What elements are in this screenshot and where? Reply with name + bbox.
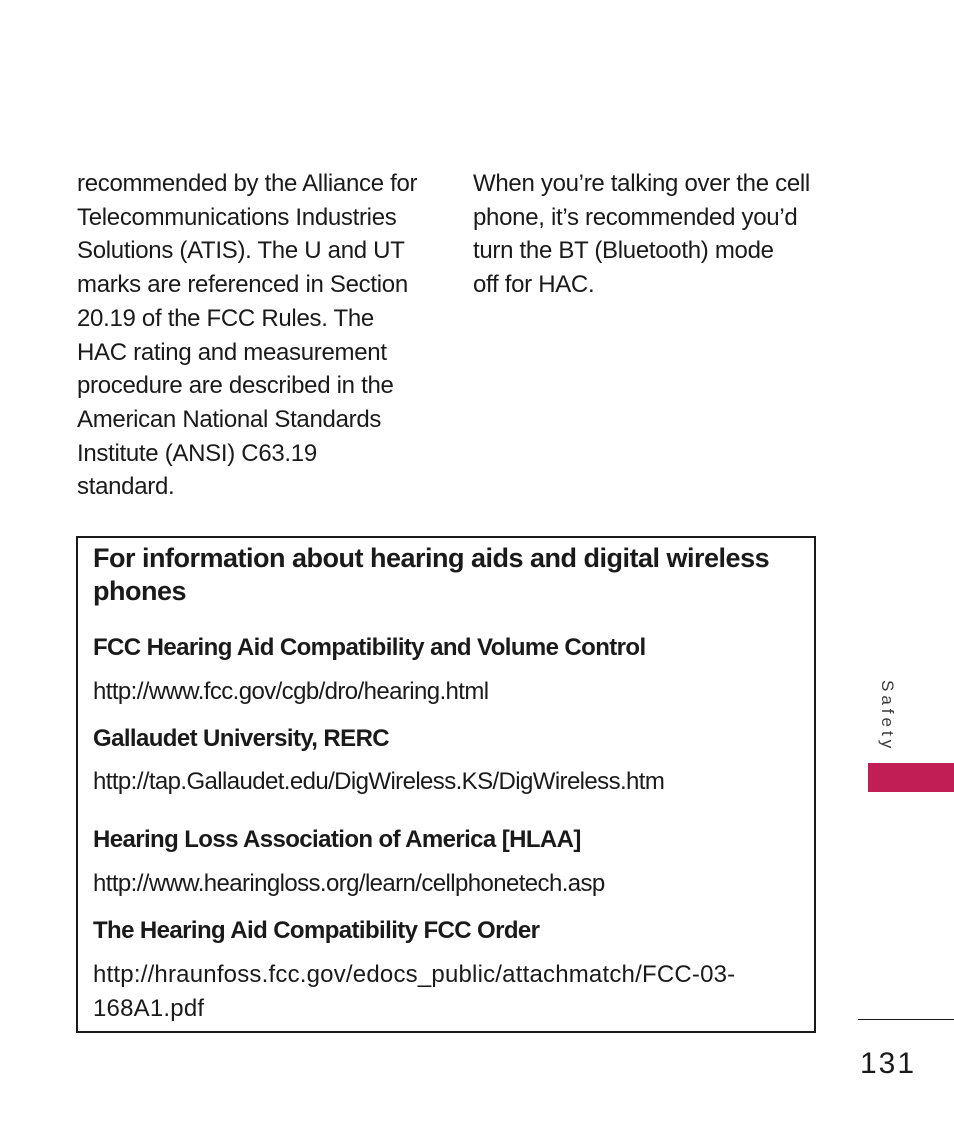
left-line-8: American National Standards	[77, 405, 382, 433]
resource-link-hlaa[interactable]: http://www.hearingloss.org/learn/cellphonetech.asp	[93, 870, 605, 897]
section-tab-marker	[868, 763, 954, 792]
left-line-5: 20.19 of the FCC Rules. The	[77, 304, 374, 332]
resource-title-fcc-order: The Hearing Aid Compatibility FCC Order	[93, 917, 540, 944]
hearing-aid-info-box	[76, 536, 816, 1033]
resource-title-hlaa: Hearing Loss Association of America [HLAA]	[93, 826, 581, 853]
left-line-3: Solutions (ATIS). The U and UT	[77, 237, 405, 265]
resource-title-gallaudet: Gallaudet University, RERC	[93, 725, 390, 752]
page-number-rule	[858, 1019, 954, 1020]
page-number: 131	[860, 1047, 917, 1080]
left-line-1: recommended by the Alliance for	[77, 170, 418, 197]
resource-link-gallaudet[interactable]: http://tap.Gallaudet.edu/DigWireless.KS/DigWireless.htm	[93, 768, 665, 795]
left-line-2: Telecommunications Industries	[77, 203, 397, 231]
resource-link-fcc[interactable]: http://www.fcc.gov/cgb/dro/hearing.html	[93, 678, 489, 705]
resource-link-fcc-order[interactable]: http://hraunfoss.fcc.gov/edocs_public/attachmatch/FCC-03-168A1.pdf	[93, 961, 736, 1022]
right-line-2: phone, it’s recommended you’d	[473, 203, 798, 231]
section-tab-label: Safety	[878, 680, 897, 753]
left-line-6: HAC rating and measurement	[77, 338, 387, 366]
left-line-9: Institute (ANSI) C63.19	[77, 439, 317, 467]
right-line-1: When you’re talking over the cell	[473, 170, 810, 197]
right-line-4: off for HAC.	[473, 271, 595, 299]
info-box-title: For information about hearing aids and digital wireless phones	[93, 543, 770, 606]
left-line-10: standard.	[77, 473, 175, 501]
left-column	[77, 167, 437, 504]
right-line-3: turn the BT (Bluetooth) mode	[473, 237, 774, 265]
right-column	[473, 167, 833, 302]
resource-title-fcc: FCC Hearing Aid Compatibility and Volume Control	[93, 634, 646, 661]
left-line-7: procedure are described in the	[77, 372, 394, 400]
left-line-4: marks are referenced in Section	[77, 271, 408, 299]
